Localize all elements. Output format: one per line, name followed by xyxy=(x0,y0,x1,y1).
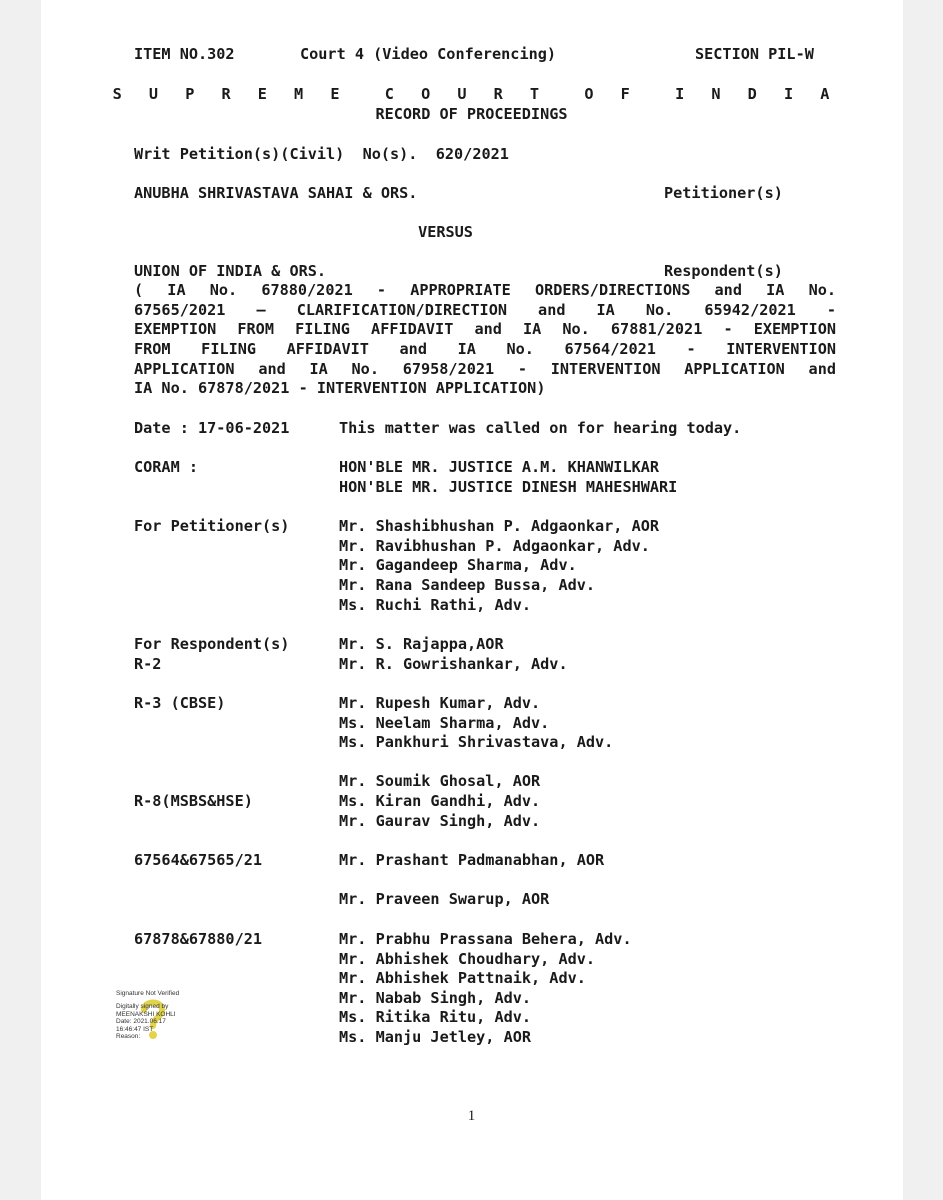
counsel-name: Ms. Neelam Sharma, Adv. xyxy=(339,714,550,732)
counsel-name: Mr. Ravibhushan P. Adgaonkar, Adv. xyxy=(339,537,650,555)
ia-67878-label: 67878&67880/21 xyxy=(134,930,263,948)
respondent-r2-label: R-2 xyxy=(134,655,162,673)
ia-67564-label: 67564&67565/21 xyxy=(134,851,263,869)
respondent-r3-label: R-3 (CBSE) xyxy=(134,694,226,712)
counsel-name: Ms. Manju Jetley, AOR xyxy=(339,1028,532,1046)
item-number: ITEM NO.302 xyxy=(134,45,235,63)
respondent-name: UNION OF INDIA & ORS. xyxy=(134,262,327,280)
ia-line: IA No. 67878/2021 - INTERVENTION APPLICATION) xyxy=(134,379,546,397)
counsel-name: Mr. Rupesh Kumar, Adv. xyxy=(339,694,541,712)
digital-signature-block xyxy=(116,990,206,1045)
counsel-name: Ms. Ritika Ritu, Adv. xyxy=(339,1008,532,1026)
court-name: S U P R E M E C O U R T O F I N D I A xyxy=(112,85,839,103)
counsel-name: Ms. Kiran Gandhi, Adv. xyxy=(339,792,541,810)
coram-label: CORAM : xyxy=(134,458,199,476)
counsel-name: Mr. Nabab Singh, Adv. xyxy=(339,989,532,1007)
counsel-name: Mr. Rana Sandeep Bussa, Adv. xyxy=(339,576,596,594)
respondent-r8-label: R-8(MSBS&HSE) xyxy=(134,792,253,810)
counsel-name: Ms. Ruchi Rathi, Adv. xyxy=(339,596,532,614)
counsel-name: Mr. Prabhu Prassana Behera, Adv. xyxy=(339,930,632,948)
petition-number: Writ Petition(s)(Civil) No(s). 620/2021 xyxy=(134,145,509,163)
counsel-name: Ms. Pankhuri Shrivastava, Adv. xyxy=(339,733,614,751)
date-label: Date : 17-06-2021 xyxy=(134,419,290,437)
hearing-text: This matter was called on for hearing today. xyxy=(339,419,742,437)
counsel-name: Mr. Abhishek Pattnaik, Adv. xyxy=(339,969,586,987)
ia-line: FROM FILING AFFIDAVIT and IA No. 67564/2021 - INTERVENTION xyxy=(134,340,836,358)
counsel-name: Mr. S. Rajappa,AOR xyxy=(339,635,504,653)
signature-line: MEENAKSHI KOHLI xyxy=(116,1010,176,1018)
judge-name: HON'BLE MR. JUSTICE A.M. KHANWILKAR xyxy=(339,458,660,476)
counsel-name: Mr. Shashibhushan P. Adgaonkar, AOR xyxy=(339,517,660,535)
court-label: Court 4 (Video Conferencing) xyxy=(300,45,557,63)
ia-line: 67565/2021 – CLARIFICATION/DIRECTION and IA No. 65942/2021 - xyxy=(134,301,836,319)
ia-line: EXEMPTION FROM FILING AFFIDAVIT and IA No. 67881/2021 - EXEMPTION xyxy=(134,320,836,338)
counsel-name: Mr. Prashant Padmanabhan, AOR xyxy=(339,851,605,869)
signature-line: Reason: xyxy=(116,1033,141,1041)
versus-label: VERSUS xyxy=(418,223,473,241)
for-petitioner-label: For Petitioner(s) xyxy=(134,517,290,535)
respondent-role: Respondent(s) xyxy=(664,262,783,280)
counsel-name: Mr. Praveen Swarup, AOR xyxy=(339,890,550,908)
signature-status: Signature Not Verified xyxy=(116,990,180,997)
counsel-name: Mr. Abhishek Choudhary, Adv. xyxy=(339,950,596,968)
signature-line: Date: 2021.06.17 xyxy=(116,1018,166,1026)
counsel-name: Mr. Gaurav Singh, Adv. xyxy=(339,812,541,830)
section-label: SECTION PIL-W xyxy=(695,45,814,63)
page-number: 1 xyxy=(467,1108,476,1124)
signature-line: 16:46:47 IST xyxy=(116,1025,154,1033)
ia-line: APPLICATION and IA No. 67958/2021 - INTERVENTION APPLICATION and xyxy=(134,360,836,378)
petitioner-role: Petitioner(s) xyxy=(664,184,783,202)
judge-name: HON'BLE MR. JUSTICE DINESH MAHESHWARI xyxy=(339,478,678,496)
petitioner-name: ANUBHA SHRIVASTAVA SAHAI & ORS. xyxy=(134,184,418,202)
counsel-name: Mr. Gagandeep Sharma, Adv. xyxy=(339,556,577,574)
counsel-name: Mr. R. Gowrishankar, Adv. xyxy=(339,655,568,673)
record-title: RECORD OF PROCEEDINGS xyxy=(375,105,568,123)
signature-line: Digitally signed by xyxy=(116,1003,169,1011)
for-respondent-label: For Respondent(s) xyxy=(134,635,290,653)
counsel-name: Mr. Soumik Ghosal, AOR xyxy=(339,772,541,790)
ia-line: ( IA No. 67880/2021 - APPROPRIATE ORDERS/DIRECTIONS and IA No. xyxy=(134,281,836,299)
